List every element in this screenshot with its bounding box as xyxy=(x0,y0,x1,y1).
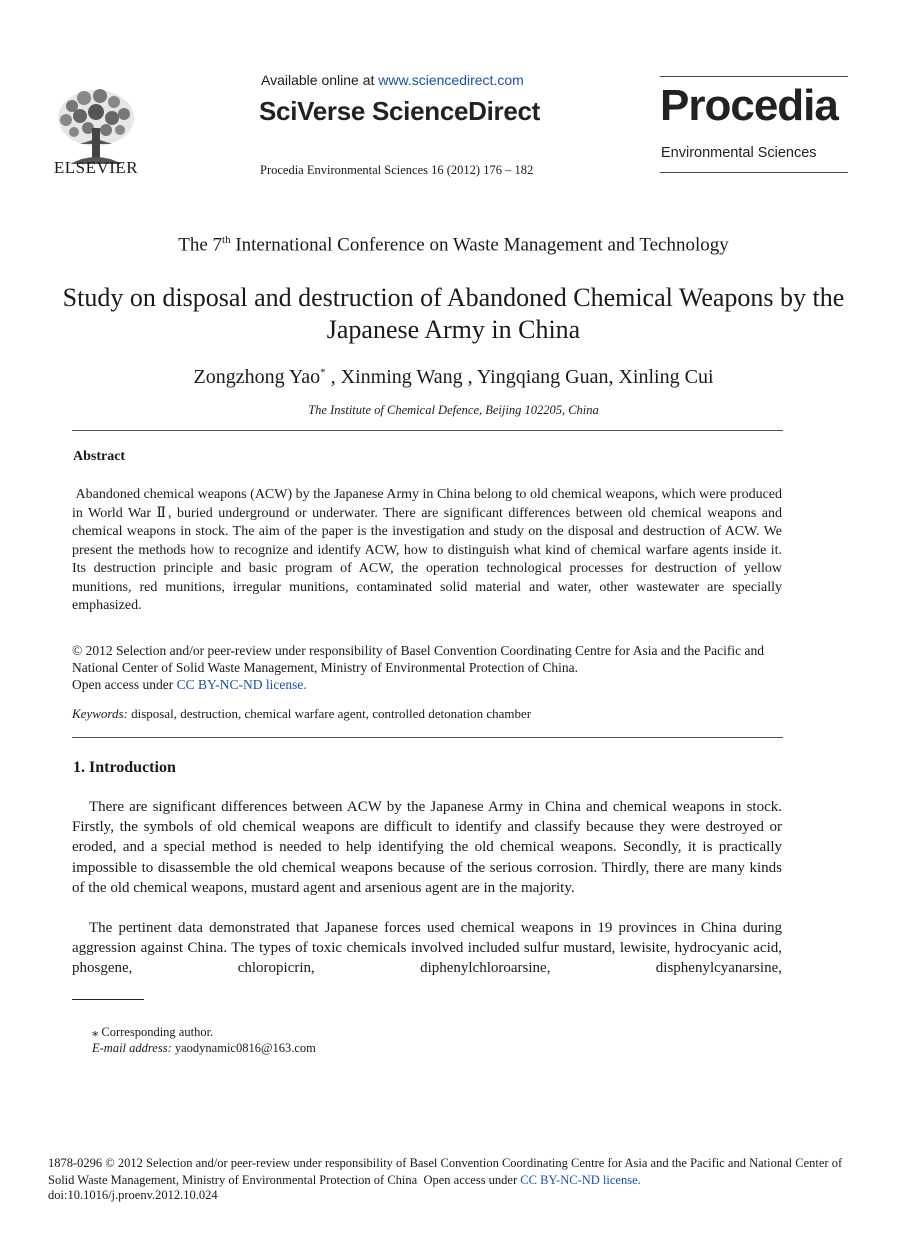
journal-reference: Procedia Environmental Sciences 16 (2012) 176 – 182 xyxy=(260,163,534,177)
open-access-line xyxy=(72,677,307,693)
sciencedirect-link[interactable]: www.sciencedirect.com xyxy=(378,72,524,88)
email-label: E-mail address: xyxy=(92,1041,172,1055)
abstract-top-rule xyxy=(72,430,783,431)
footnote-corresponding-author: ⁎ Corresponding author. xyxy=(92,1025,214,1039)
elsevier-wordmark: ELSEVIER xyxy=(53,158,139,177)
affiliation: The Institute of Chemical Defence, Beijing 102205, China xyxy=(308,403,599,417)
license-link[interactable]: CC BY-NC-ND license. xyxy=(176,677,307,692)
section-heading-introduction: 1. Introduction xyxy=(73,759,176,776)
available-prefix: Available online at xyxy=(261,72,379,88)
author-list xyxy=(0,366,907,389)
conference-suffix: International Conference on Waste Management and Technology xyxy=(230,234,729,256)
copyright-notice: © 2012 Selection and/or peer-review under responsibility of Basel Convention Coordinating Centre for Asia and the Pacific and National Center of Solid Waste Management, Ministry of Environmental Protection of China. xyxy=(72,643,764,675)
footnote-email xyxy=(92,1041,316,1056)
paper-title: Study on disposal and destruction of Abandoned Chemical Weapons by the Japanese Army in China xyxy=(62,283,845,344)
footer-copyright xyxy=(48,1155,858,1189)
procedia-logo-word: Procedia xyxy=(660,81,838,130)
conference-name xyxy=(0,234,907,256)
conference-ordinal: th xyxy=(222,234,231,246)
footnote-rule xyxy=(72,999,144,1000)
footer-copyright-text: 1878-0296 © 2012 Selection and/or peer-review under responsibility of Basel Convention Coordinating Centre for Asia and the Pacific and National Center of Solid Waste Management, Ministry of Environmental Protection of China Open access under xyxy=(48,1156,843,1187)
abstract-bottom-rule xyxy=(72,737,783,738)
procedia-logo-subtitle: Environmental Sciences xyxy=(661,145,817,161)
open-access-prefix: Open access under xyxy=(72,677,177,692)
other-authors: , Xinming Wang , Yingqiang Guan, Xinling Cui xyxy=(325,366,714,388)
footer-license-link[interactable]: CC BY-NC-ND license. xyxy=(520,1173,641,1187)
keywords-line xyxy=(72,706,531,722)
corresponding-mark: * xyxy=(320,366,326,379)
email-address: yaodynamic0816@163.com xyxy=(171,1041,316,1055)
abstract-heading: Abstract xyxy=(73,449,126,464)
intro-paragraph-1: There are significant differences between ACW by the Japanese Army in China and chemical weapons in stock. Firstly, the symbols of old chemical weapons are difficult to identify and classify because they were destroyed or eroded, and a special method is needed to help identifying the old chemical weapons. Secondly, it is practically impossible to disassemble the old chemical weapons because of the serious corrosion. Thirdly, there are many kinds of the old chemical weapons, mustard agent and arsenious agent are in the majority. xyxy=(72,799,782,896)
procedia-logo-top-rule xyxy=(660,76,848,77)
first-author: Zongzhong Yao xyxy=(193,366,321,388)
footer-doi: doi:10.1016/j.proenv.2012.10.024 xyxy=(48,1188,218,1202)
available-online-line xyxy=(261,72,524,88)
keywords-values: disposal, destruction, chemical warfare agent, controlled detonation chamber xyxy=(127,706,532,721)
intro-paragraph-2: The pertinent data demonstrated that Japanese forces used chemical weapons in 19 provinces in China during aggression against China. The types of toxic chemicals involved included sulfur mustard, lewisite, hydrocyanic acid, phosgene, chloropicrin, diphenylchloroarsine, disphenylcyanarsine, xyxy=(72,920,782,977)
abstract-body: Abandoned chemical weapons (ACW) by the Japanese Army in China belong to old chemical weapons, which were produced in World War Ⅱ, buried underground or underwater. There are significant differences between old chemical weapons and chemical weapons in stock. The aim of the paper is the investigation and study on the disposal and destruction of ACW. We present the methods how to recognize and identify ACW, how to distinguish what kind of chemical warfare agents inside it. Its destruction principle and basic program of ACW, the operation technological processes for destruction of yellow munitions, red munitions, irregular munitions, contaminated solid material and water, other wastewater are specially emphasized. xyxy=(72,487,782,613)
sciverse-logo: SciVerse ScienceDirect xyxy=(259,96,541,126)
conference-prefix: The 7 xyxy=(178,234,223,256)
keywords-label: Keywords: xyxy=(72,706,128,721)
procedia-logo-bottom-rule xyxy=(660,172,848,173)
